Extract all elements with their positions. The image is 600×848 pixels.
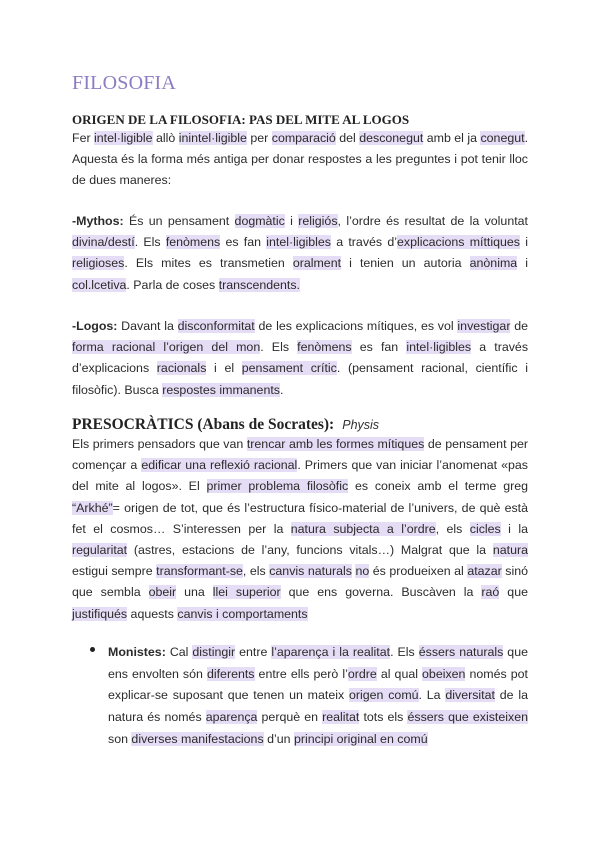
highlighted-text: pensament crític xyxy=(241,361,337,376)
highlighted-text: aparença xyxy=(205,710,258,725)
text-run: entre ells però l’ xyxy=(254,666,348,681)
bullet-icon xyxy=(90,647,95,652)
text-run: . Parla de coses xyxy=(126,277,219,292)
text-run: . Els xyxy=(134,235,166,250)
highlighted-text: inintel·ligible xyxy=(178,131,247,145)
highlighted-text: cicles xyxy=(469,521,501,536)
text-run: És un pensament xyxy=(123,214,235,228)
monistes-label: Monistes: xyxy=(108,645,166,659)
text-run: i el xyxy=(206,361,242,376)
text-run: allò xyxy=(152,131,179,145)
highlighted-text: obeir xyxy=(148,585,177,600)
highlighted-text: canvis naturals xyxy=(269,564,352,579)
text-run: amb el ja xyxy=(423,131,481,145)
highlighted-text: obeixen xyxy=(422,666,466,681)
highlighted-text: edificar una reflexió racional xyxy=(141,458,298,473)
text-run: a través d’explicacions xyxy=(72,340,529,376)
highlighted-text: llei superior xyxy=(212,585,281,600)
text-run: son xyxy=(108,731,132,746)
highlighted-text: religiós xyxy=(298,214,338,228)
highlighted-text: intel·ligible xyxy=(94,131,153,145)
highlighted-text: respostes immanents xyxy=(162,382,280,397)
highlighted-text: fenòmens xyxy=(297,340,352,355)
text-run: de la natura és només xyxy=(108,688,529,725)
text-run: (astres, estacions de l’any, funcions vitals…) Malgrat que la xyxy=(127,543,493,558)
text-run: sinó que sembla xyxy=(72,564,528,600)
text-run: Els primers pensadors que van xyxy=(72,437,247,451)
text-run: per xyxy=(246,131,272,145)
highlighted-text: “Arkhé” xyxy=(72,500,113,515)
text-run: . La xyxy=(418,688,446,703)
text-run: . Els xyxy=(390,645,419,659)
page-title: FILOSOFIA xyxy=(72,72,177,94)
highlighted-text: éssers que existeixen xyxy=(407,710,528,725)
physis-subtitle: Physis xyxy=(342,418,380,432)
highlighted-text: trencar amb les formes mítiques xyxy=(246,437,425,451)
highlighted-text: realitat xyxy=(322,710,360,725)
text-run: tots els xyxy=(359,710,408,725)
text-run: . Aquesta és la forma més antiga per donar respostes a les preguntes i pot tenir lloc de dues maneres: xyxy=(72,131,529,188)
highlighted-text: dogmàtic xyxy=(234,214,285,228)
highlighted-text: disconformitat xyxy=(177,319,255,333)
highlighted-text: oralment xyxy=(292,256,342,271)
highlighted-text: intel·ligibles xyxy=(266,235,331,250)
highlighted-text: l’aparença i la realitat xyxy=(271,645,391,659)
highlighted-text: desconegut xyxy=(359,131,424,145)
highlighted-text: col.lcetiva xyxy=(72,277,127,292)
highlighted-text: natura subjecta a l’ordre xyxy=(290,521,436,536)
list-item-monistes xyxy=(108,642,528,751)
text-run: que ens envolten són xyxy=(108,645,528,681)
highlighted-text: investigar xyxy=(457,319,511,333)
highlighted-text: anònima xyxy=(469,256,518,271)
text-run: que xyxy=(499,585,528,600)
text-run: d’un xyxy=(263,731,294,746)
highlighted-text: transcendents. xyxy=(218,277,300,292)
highlighted-text: justifiqués xyxy=(72,606,128,621)
text-run: només pot explicar-se suposant que tenen un mateix xyxy=(108,666,528,703)
section-heading-origen: ORIGEN DE LA FILOSOFIA: PAS DEL MITE AL LOGOS xyxy=(72,112,410,127)
text-run: estigui sempre xyxy=(72,564,157,579)
highlighted-text: regularitat xyxy=(72,543,128,558)
logos-text xyxy=(72,319,528,397)
bullet-list xyxy=(90,642,528,751)
text-run: Davant la xyxy=(117,319,178,333)
text-run: i xyxy=(517,256,528,271)
text-run: que ens governa. Buscàven la xyxy=(280,585,482,600)
text-run: del xyxy=(335,131,360,145)
text-run: es fan xyxy=(351,340,407,355)
text-run: Fer xyxy=(72,131,95,145)
section-heading-presocratics xyxy=(72,416,379,434)
highlighted-text: ordre xyxy=(347,666,377,681)
text-run: i la xyxy=(500,521,528,536)
text-run: , els xyxy=(435,521,470,536)
mythos-label: -Mythos: xyxy=(72,214,124,228)
highlighted-text: divina/destí xyxy=(72,235,135,250)
highlighted-text: raó xyxy=(481,585,500,600)
text-run: de les explicacions mítiques, es vol xyxy=(254,319,458,333)
text-run: a través d’ xyxy=(331,235,397,250)
highlighted-text: diversitat xyxy=(445,688,495,703)
highlighted-text: explicacions míttiques xyxy=(396,235,520,250)
text-run: i xyxy=(284,214,299,228)
highlighted-text: forma racional l’origen del mon xyxy=(72,340,261,355)
text-run: es coneix amb el terme greg xyxy=(348,479,528,494)
highlighted-text: natura xyxy=(492,543,528,558)
highlighted-text: diverses manifestacions xyxy=(131,731,264,746)
paragraph-intro xyxy=(72,128,528,192)
text-run: , els xyxy=(242,564,270,579)
highlighted-text: comparació xyxy=(271,131,336,145)
text-run: . xyxy=(279,382,284,397)
text-run: perquè en xyxy=(257,710,323,725)
logos-label: -Logos: xyxy=(72,319,118,333)
presocratics-heading-text: PRESOCRÀTICS (Abans de Socrates): xyxy=(72,416,335,433)
paragraph-logos xyxy=(72,316,528,401)
highlighted-text: origen comú xyxy=(348,688,419,703)
highlighted-text: primer problema filosòfic xyxy=(206,479,349,494)
paragraph-presocratics xyxy=(72,434,528,625)
highlighted-text: racionals xyxy=(156,361,207,376)
highlighted-text: canvis i comportaments xyxy=(177,606,308,621)
text-run: , l’ordre és resultat de la voluntat xyxy=(337,214,528,228)
highlighted-text: religioses xyxy=(72,256,125,271)
paragraph-mythos xyxy=(72,211,528,296)
text-run: . (pensament racional, científic i filosòfic). Busca xyxy=(72,361,528,397)
highlighted-text: fenòmens xyxy=(165,235,221,250)
highlighted-text: no xyxy=(355,564,370,579)
highlighted-text: atazar xyxy=(467,564,502,579)
highlighted-text: conegut xyxy=(480,131,525,145)
monistes-text xyxy=(108,645,528,746)
text-run: es fan xyxy=(220,235,267,250)
text-run: . Primers que van iniciar l’anomenat «pas del mite al logos». El xyxy=(72,458,528,494)
mythos-text xyxy=(72,214,528,292)
highlighted-text: intel·ligibles xyxy=(406,340,472,355)
highlighted-text: distingir xyxy=(192,645,236,659)
text-run: entre xyxy=(235,645,272,659)
text-run: aquests xyxy=(127,606,178,621)
text-run: una xyxy=(176,585,213,600)
highlighted-text: transformant-se xyxy=(156,564,243,579)
text-run: . Els mites es transmetien xyxy=(124,256,293,271)
text-run: . Els xyxy=(260,340,298,355)
text-run: = origen de tot, que és l’estructura físico-material de l’univers, de què està fet el cosmos… S’interessen per la xyxy=(72,500,528,536)
text-run: de pensament per començar a xyxy=(72,437,528,473)
text-run: al qual xyxy=(376,666,423,681)
highlighted-text: éssers naturals xyxy=(418,645,504,659)
highlighted-text: diferents xyxy=(206,666,255,681)
text-run: és produeixen al xyxy=(369,564,468,579)
highlighted-text: principi original en comú xyxy=(293,731,428,746)
text-run: i tenien un autoria xyxy=(341,256,470,271)
text-run: de xyxy=(510,319,528,333)
text-run: Cal xyxy=(165,645,193,659)
text-run: i xyxy=(520,235,528,250)
